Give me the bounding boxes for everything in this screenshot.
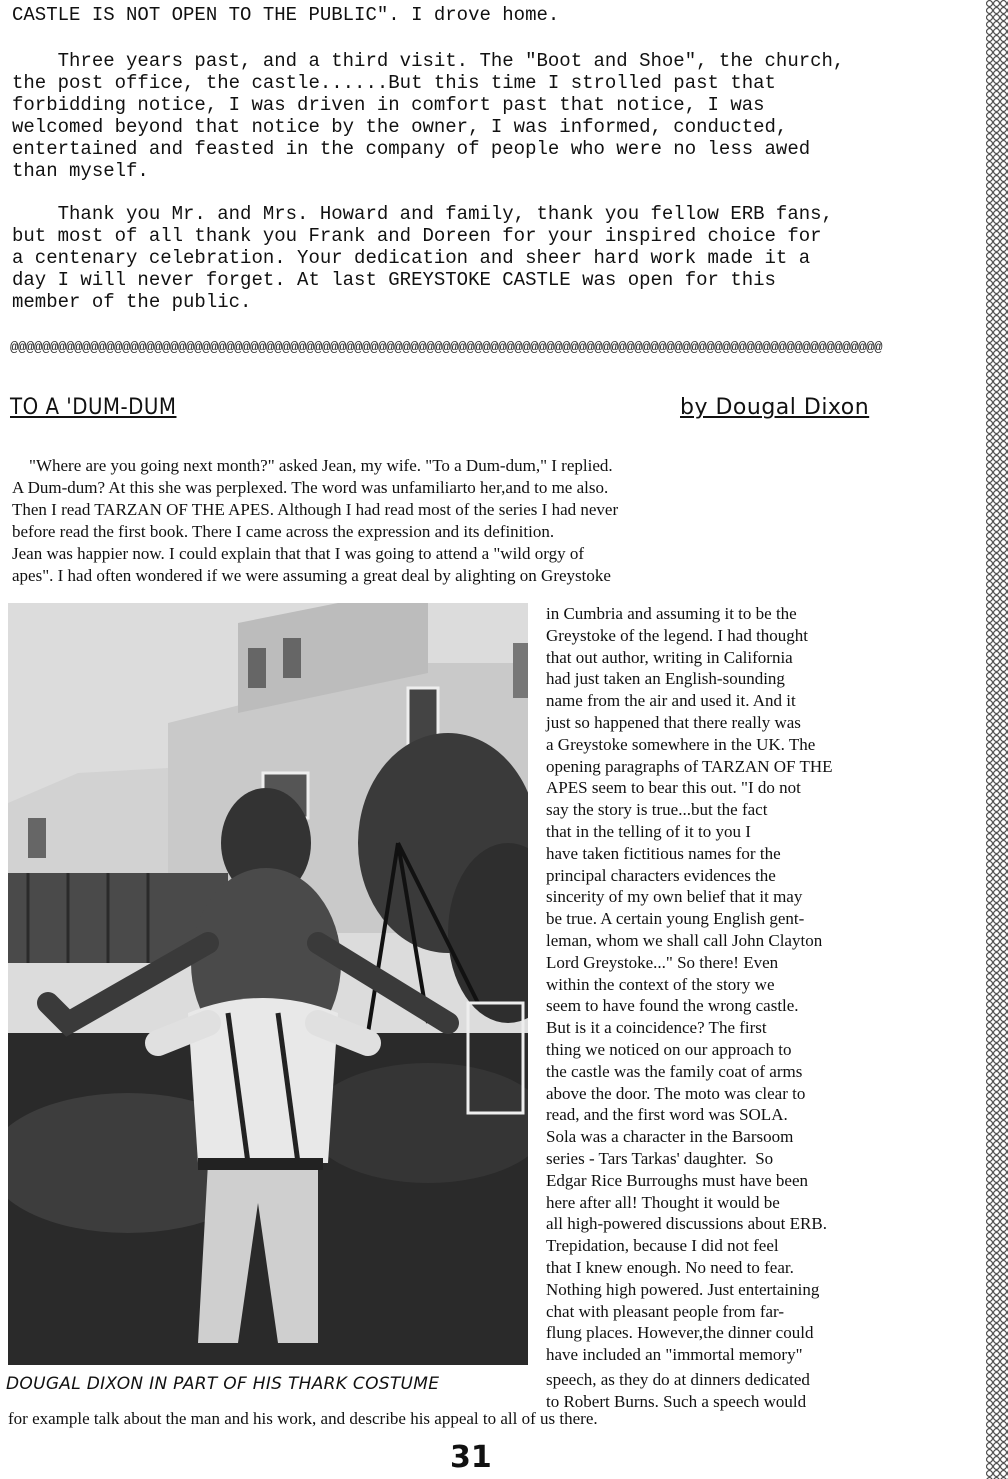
photo-caption: DOUGAL DIXON IN PART OF HIS THARK COSTUME xyxy=(6,1374,440,1394)
article-column-tail: speech, as they do at dinners dedicated to Robert Burns. Such a speech would xyxy=(546,1370,810,1411)
decorative-border xyxy=(986,0,1008,1479)
page-number: 31 xyxy=(450,1440,492,1475)
costume-photo xyxy=(8,603,528,1365)
paragraph-castle-closed: CASTLE IS NOT OPEN TO THE PUBLIC". I drove home. xyxy=(12,4,560,26)
section-divider: @@@@@@@@@@@@@@@@@@@@@@@@@@@@@@@@@@@@@@@@@@@@@@@@@@@@@@@@@@@@@@@@@@@@@@@@@@@@@@@@@@@@@@@@@@@@@@@@@@@@@@@@@@@@@ xyxy=(10,340,883,356)
article-column-text: in Cumbria and assuming it to be the Greystoke of the legend. I had thought that out author, writing in California had just taken an English-sounding name from the air and used it. And it just so happened that there really was a Greystoke somewhere in the UK. The opening paragraphs of TARZAN OF THE APES seem to bear this out. "I do not say the story is true...but the fact that in the telling of it to you I have taken fictitious names for the principal characters evidences the sincerity of my own belief that it may be true. A certain young English gent- leman, whom we shall call John Clayton Lord Greystoke..." So there! Even within the context of the story we seem to have found the wrong castle. But is it a coincidence? The first thing we noticed on our approach to the castle was the family coat of arms above the door. The moto was clear to read, and the first word was SOLA. Sola was a character in the Barsoom series - Tars Tarkas' daughter. So Edgar Rice Burroughs must have been here after all! Thought it would be all high-powered discussions about ERB. Trepidation, because I did not feel that I knew enough. No need to fear. Nothing high powered. Just entertaining chat with pleasant people from far- flung places. However,the dinner could have included an "immortal memory" xyxy=(546,604,833,1365)
paragraph-thank-you: Thank you Mr. and Mrs. Howard and family, thank you fellow ERB fans, but most of all thank you Frank and Doreen for your inspired choice for a centenary celebration. Your dedication and sheer hard work made it a day I will never forget. At last GREYSTOKE CASTLE was open for this member of the public. xyxy=(12,203,833,313)
article-last-line: for example talk about the man and his work, and describe his appeal to all of us there. xyxy=(8,1409,598,1428)
article-intro: "Where are you going next month?" asked Jean, my wife. "To a Dum-dum," I replied. A Dum-dum? At this she was perplexed. The word was unfamiliarto her,and to me also. Then I read TARZAN OF THE APES. Although I had read most of the series I had never before read the first book. There I came across the expression and its definition. Jean was happier now. I could explain that that I was going to attend a "wild orgy of apes". I had often wondered if we were assuming a great deal by alighting on Greystoke xyxy=(12,456,619,585)
article-title: TO A 'DUM-DUM xyxy=(10,395,177,420)
article-byline: by Dougal Dixon xyxy=(680,395,870,420)
photo-illustration xyxy=(8,603,528,1365)
paragraph-third-visit: Three years past, and a third visit. The "Boot and Shoe", the church, the post office, the castle......But this time I strolled past that forbidding notice, I was driven in comfort past that notice, I was welcomed beyond that notice by the owner, I was informed, conducted, entertained and feasted in the company of people who were no less awed than myself. xyxy=(12,50,845,182)
